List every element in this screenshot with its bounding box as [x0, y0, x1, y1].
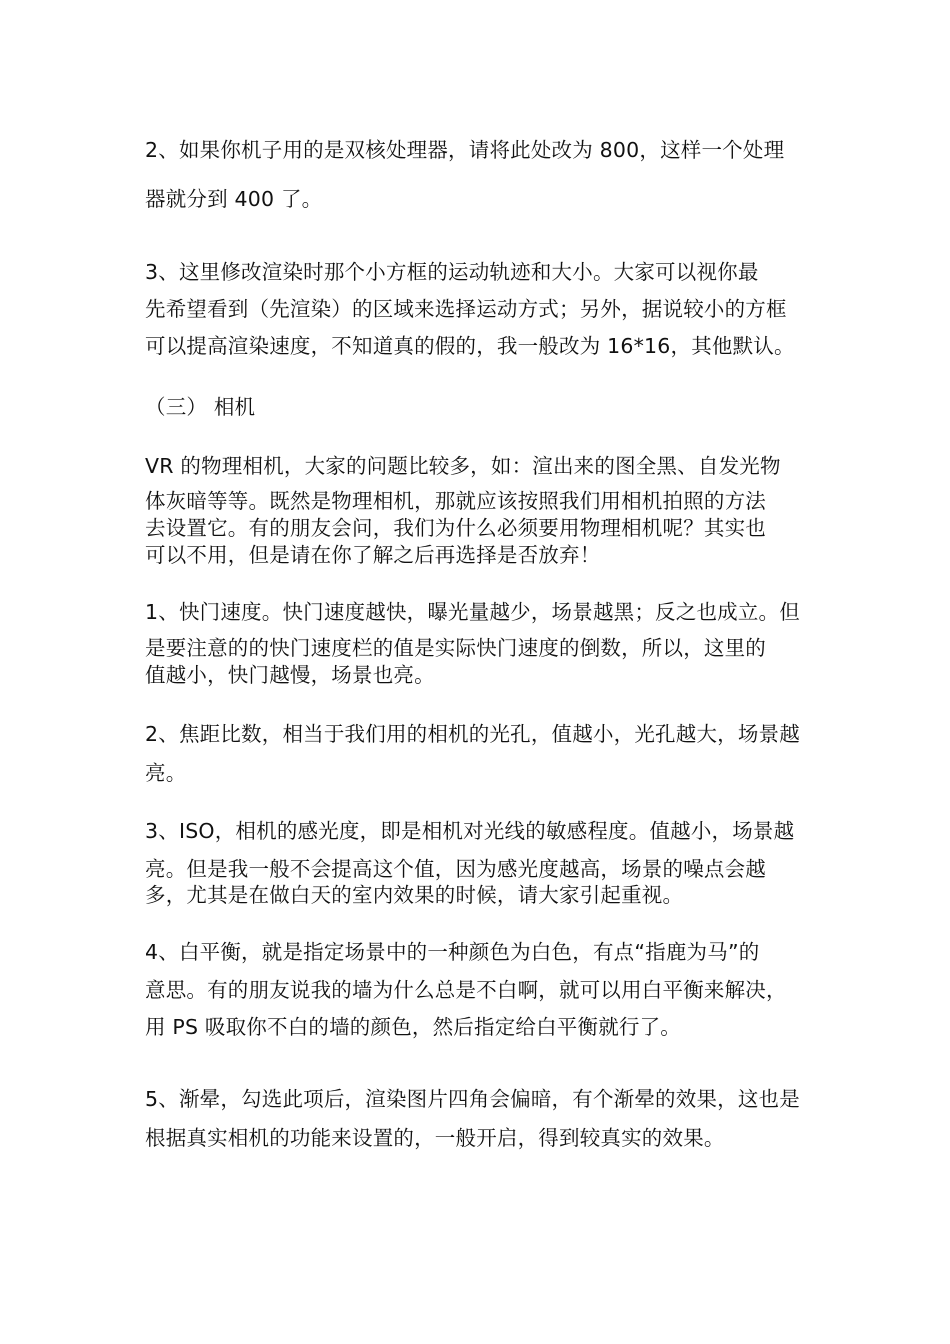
- text-line: 体灰暗等等。既然是物理相机，那就应该按照我们用相机拍照的方法: [145, 489, 766, 513]
- text-line: 值越小，快门越慢，场景也亮。: [145, 663, 435, 687]
- section-heading: （三） 相机: [145, 395, 256, 419]
- text-line: 是要注意的的快门速度栏的值是实际快门速度的倒数，所以，这里的: [145, 636, 766, 660]
- text-line: 根据真实相机的功能来设置的，一般开启，得到较真实的效果。: [145, 1126, 725, 1150]
- text-line: 意思。有的朋友说我的墙为什么总是不白啊，就可以用白平衡来解决，: [145, 978, 787, 1002]
- text-line: 4、白平衡，就是指定场景中的一种颜色为白色，有点“指鹿为马”的: [145, 940, 760, 964]
- text-line: 用 PS 吸取你不白的墙的颜色，然后指定给白平衡就行了。: [145, 1015, 682, 1039]
- text-line: 3、ISO，相机的感光度，即是相机对光线的敏感程度。值越小，场景越: [145, 819, 795, 843]
- text-line: 去设置它。有的朋友会问，我们为什么必须要用物理相机呢？其实也: [145, 516, 766, 540]
- text-line: 多，尤其是在做白天的室内效果的时候，请大家引起重视。: [145, 883, 684, 907]
- text-line: 2、焦距比数，相当于我们用的相机的光孔，值越小，光孔越大，场景越: [145, 722, 800, 746]
- text-line: 可以提高渲染速度，不知道真的假的，我一般改为 16*16，其他默认。: [145, 334, 795, 358]
- text-line: 3、这里修改渲染时那个小方框的运动轨迹和大小。大家可以视你最: [145, 260, 759, 284]
- text-line: 亮。: [145, 761, 187, 785]
- text-line: 5、渐晕，勾选此项后，渲染图片四角会偏暗，有个渐晕的效果，这也是: [145, 1087, 800, 1111]
- text-line: 可以不用，但是请在你了解之后再选择是否放弃！: [145, 543, 601, 567]
- text-line: 2、如果你机子用的是双核处理器，请将此处改为 800，这样一个处理: [145, 138, 785, 162]
- text-line: 先希望看到（先渲染）的区域来选择运动方式；另外，据说较小的方框: [145, 297, 787, 321]
- text-line: 亮。但是我一般不会提高这个值，因为感光度越高，场景的噪点会越: [145, 857, 766, 881]
- text-line: 器就分到 400 了。: [145, 187, 323, 211]
- text-line: 1、快门速度。快门速度越快，曝光量越少，场景越黑；反之也成立。但: [145, 600, 800, 624]
- text-line: VR 的物理相机，大家的问题比较多，如：渲出来的图全黑、自发光物: [145, 454, 781, 478]
